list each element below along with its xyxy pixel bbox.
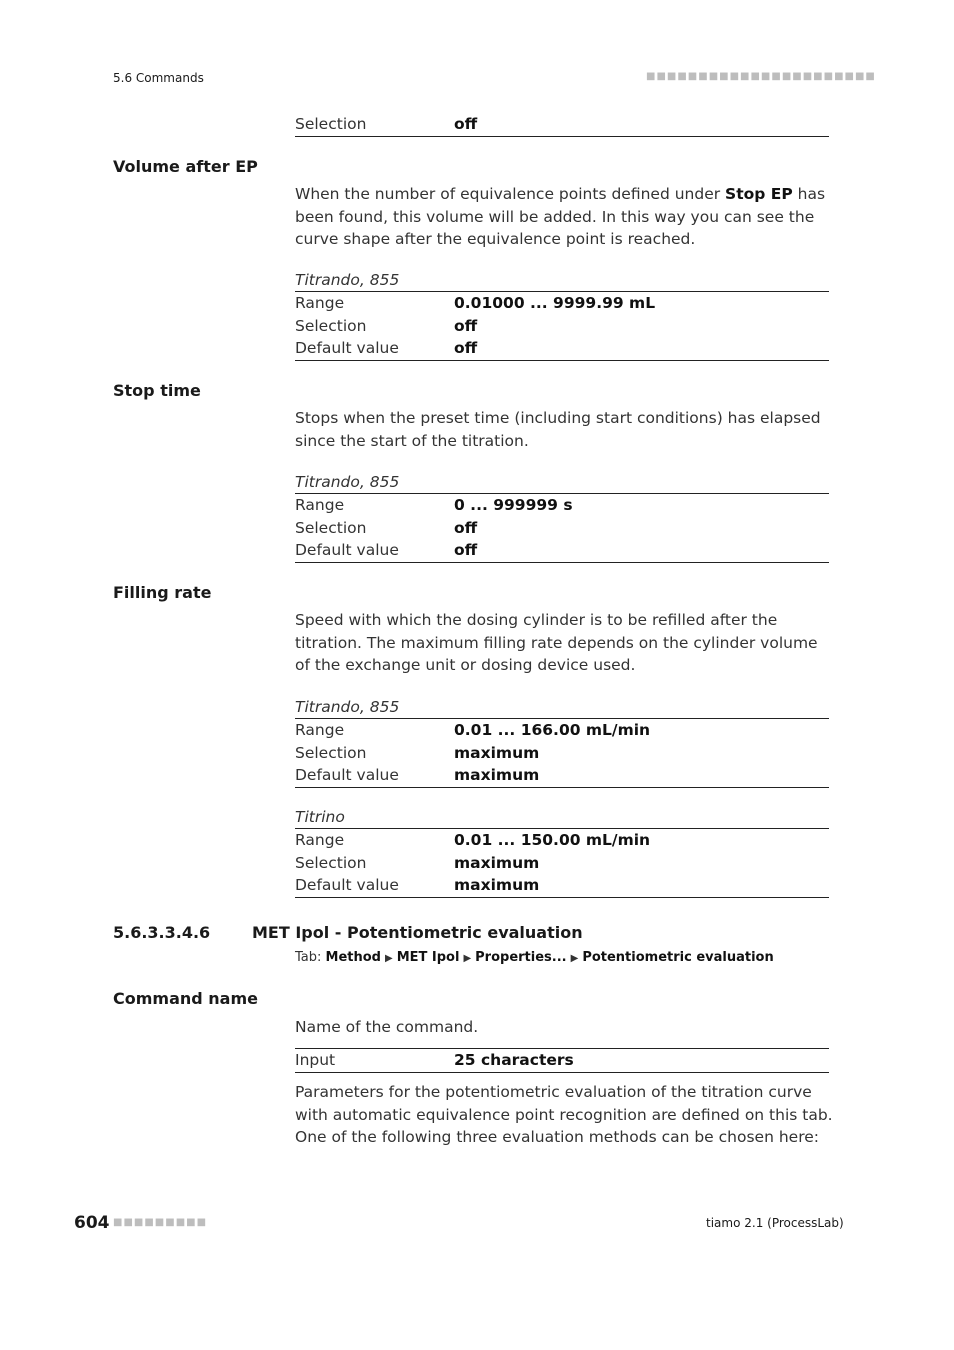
table-key: Range [295,294,345,312]
filling-rate-table-titrando [295,696,829,788]
table-key: Default value [295,339,399,357]
table-value: 0.01 ... 166.00 mL/min [454,721,651,739]
table-key: Selection [295,316,367,335]
table-caption: Titrando, 855 [295,271,400,289]
volume-after-ep-table [295,269,829,361]
table-row [295,337,829,360]
breadcrumb-item: Potentiometric evaluation [582,950,774,965]
filling-rate-table-titrino [295,806,829,898]
table-value: maximum [454,743,540,762]
running-header-dots: ■■■■■■■■■■■■■■■■■■■■■■ [646,71,876,82]
tab-prefix: Tab: [295,950,326,965]
table-key: Range [295,831,345,849]
table-row [295,829,829,852]
filling-rate-description: Speed with which the dosing cylinder is to be refilled after the titration. The maximum filling rate depends on the cylinder volume of the exchange unit or dosing device used. [295,611,818,674]
label-stop-time: Stop time [113,381,201,400]
table-row [295,1049,829,1072]
table-key: Default value [295,766,399,784]
table-value: 0.01 ... 150.00 mL/min [454,831,651,849]
page-number: 604 [74,1213,110,1233]
arrow-right-icon: ▶ [385,953,393,964]
table-row [295,292,829,315]
table-caption: Titrino [295,808,345,826]
table-value: maximum [454,766,540,784]
breadcrumb-item: MET Ipol [396,950,460,965]
table-value: 0.01000 ... 9999.99 mL [454,294,656,312]
arrow-right-icon: ▶ [570,953,579,964]
label-command-name: Command name [113,989,258,1008]
tab-path-breadcrumb [295,950,774,965]
table-key: Selection [295,518,367,537]
table-key: Selection [295,743,367,762]
table-key: Default value [295,876,399,894]
table-value: 0 ... 999999 s [454,496,573,514]
table-key: Input [295,1051,336,1069]
table-value: off [454,339,478,357]
breadcrumb-item: Method [325,950,381,965]
desc-text: has been found, this volume will be added. In this way you can see the curve shape after the equivalence point is reached. [295,185,826,248]
table-key: Default value [295,541,399,559]
table-row [295,874,829,897]
evaluation-intro-paragraph: Parameters for the potentiometric evaluation of the titration curve with automatic equivalence point recognition are defined on this tab. One of the following three evaluation methods can be chosen here: [295,1083,833,1146]
selection-table-top [295,113,829,137]
desc-bold-text: Stop EP [725,185,793,203]
table-key: Selection [295,115,367,133]
label-filling-rate: Filling rate [113,583,212,602]
table-value: 25 characters [454,1051,574,1069]
table-key: Range [295,721,345,739]
table-value: off [454,115,478,133]
table-value: maximum [454,853,540,872]
command-name-table [295,1048,829,1073]
table-row [295,719,829,742]
table-caption: Titrando, 855 [295,698,400,716]
table-key: Selection [295,853,367,872]
volume-after-ep-description [295,183,835,251]
table-row [295,494,829,517]
stop-time-table [295,471,829,563]
table-value: off [454,518,478,537]
table-row [295,852,829,875]
footer-dots: ■■■■■■■■■ [113,1217,208,1228]
table-row [295,539,829,562]
footer-product: tiamo 2.1 (ProcessLab) [706,1216,844,1230]
table-key: Range [295,496,345,514]
breadcrumb-item: Properties... [475,950,567,965]
command-name-description: Name of the command. [295,1018,479,1036]
table-row [295,764,829,787]
stop-time-description: Stops when the preset time (including start conditions) has elapsed since the start of the titration. [295,409,821,450]
table-row [295,315,829,338]
label-volume-after-ep: Volume after EP [113,157,258,176]
table-caption: Titrando, 855 [295,473,400,491]
table-value: off [454,316,478,335]
table-value: maximum [454,876,540,894]
table-row [295,742,829,765]
table-row [295,113,829,136]
table-row [295,517,829,540]
desc-text: When the number of equivalence points defined under [295,185,726,203]
running-header-section: 5.6 Commands [113,71,204,85]
section-title: MET Ipol - Potentiometric evaluation [252,923,583,942]
table-value: off [454,541,478,559]
section-number: 5.6.3.3.4.6 [113,923,211,942]
arrow-right-icon: ▶ [463,953,472,964]
